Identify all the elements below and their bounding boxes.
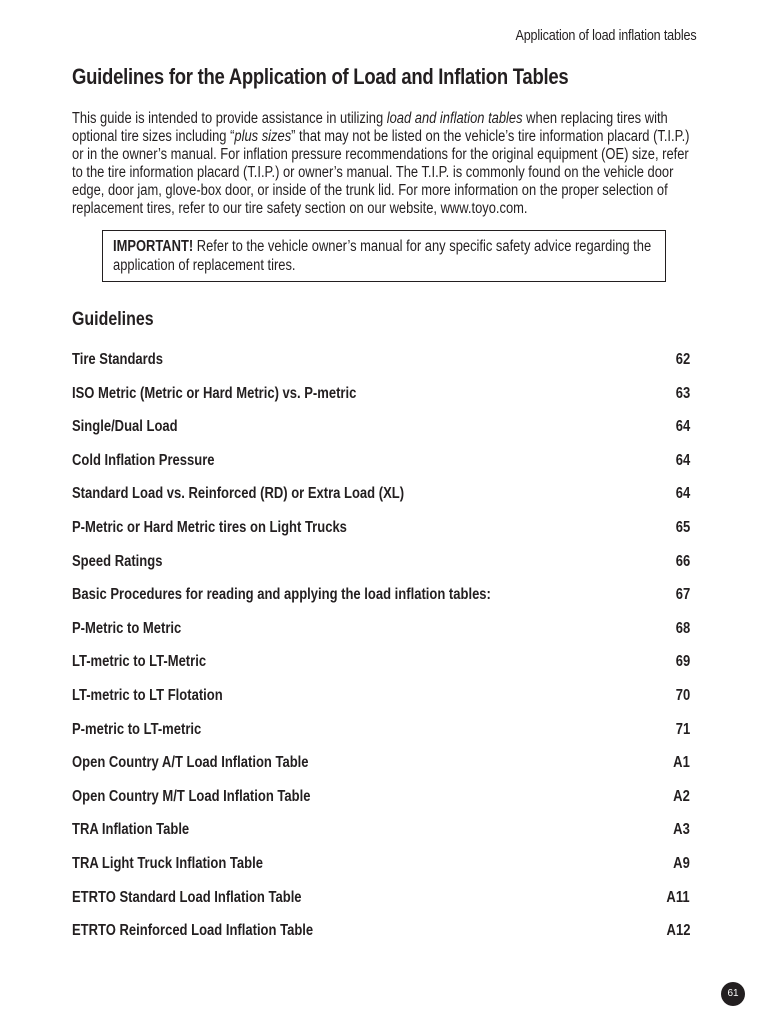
toc-page-number bbox=[662, 889, 690, 907]
toc-row bbox=[72, 650, 690, 684]
toc-label bbox=[72, 553, 180, 571]
intro-emphasis-2: plus sizes bbox=[234, 128, 292, 145]
toc-label-text: P-Metric to Metric bbox=[72, 619, 182, 637]
guidelines-list bbox=[72, 348, 690, 953]
toc-page-number-text: 69 bbox=[675, 653, 690, 671]
toc-row bbox=[72, 583, 690, 617]
page-title-text: Guidelines for the Application of Load and Inflation Tables bbox=[72, 64, 569, 89]
toc-label bbox=[72, 485, 467, 503]
toc-label-text: Open Country M/T Load Inflation Table bbox=[72, 787, 311, 805]
toc-row bbox=[72, 449, 690, 483]
toc-page-number bbox=[673, 485, 690, 503]
toc-label-text: Cold Inflation Pressure bbox=[72, 451, 215, 469]
toc-page-number-text: 62 bbox=[675, 351, 690, 368]
toc-page-number-text: A2 bbox=[673, 787, 690, 805]
important-label: IMPORTANT! bbox=[113, 238, 194, 255]
toc-label bbox=[72, 351, 180, 369]
toc-page-number bbox=[673, 687, 690, 705]
toc-row bbox=[72, 415, 690, 449]
toc-label-text: TRA Light Truck Inflation Table bbox=[72, 854, 263, 872]
toc-label bbox=[72, 385, 411, 403]
toc-page-number-text: A12 bbox=[666, 922, 690, 940]
toc-label bbox=[72, 586, 571, 604]
toc-label bbox=[72, 821, 212, 839]
toc-page-number bbox=[670, 855, 690, 873]
toc-page-number bbox=[673, 519, 690, 537]
running-head-text: Application of load inflation tables bbox=[515, 27, 696, 44]
toc-page-number-text: 64 bbox=[675, 418, 690, 436]
toc-label-text: Standard Load vs. Reinforced (RD) or Extra Load (XL) bbox=[72, 485, 405, 503]
toc-page-number-text: A9 bbox=[673, 854, 690, 872]
toc-page-number bbox=[673, 620, 690, 638]
toc-page-number-text: 71 bbox=[675, 720, 690, 738]
toc-page-number bbox=[673, 721, 690, 739]
toc-row bbox=[72, 919, 690, 953]
intro-text-2: when replacing tires with optional tire sizes including “ bbox=[72, 110, 668, 145]
toc-page-number bbox=[673, 418, 690, 436]
toc-label-text: ISO Metric (Metric or Hard Metric) vs. P-metric bbox=[72, 384, 357, 402]
toc-label bbox=[72, 418, 198, 436]
toc-row bbox=[72, 886, 690, 920]
toc-page-number-text: A3 bbox=[673, 821, 690, 839]
toc-row bbox=[72, 684, 690, 718]
toc-page-number-text: 64 bbox=[675, 451, 690, 469]
toc-label bbox=[72, 754, 354, 772]
toc-page-number bbox=[673, 385, 690, 403]
toc-label bbox=[72, 922, 359, 940]
toc-page-number-text: A1 bbox=[673, 754, 690, 772]
toc-label-text: LT-metric to LT Flotation bbox=[72, 686, 223, 704]
toc-page-number bbox=[673, 586, 690, 604]
toc-page-number bbox=[673, 452, 690, 470]
toc-label-text: Tire Standards bbox=[72, 351, 163, 368]
important-body: Refer to the vehicle owner’s manual for any specific safety advice regarding the application of replacement tires. bbox=[113, 238, 652, 274]
toc-page-number bbox=[673, 553, 690, 571]
toc-label-text: LT-metric to LT-Metric bbox=[72, 653, 207, 671]
toc-row bbox=[72, 785, 690, 819]
toc-row bbox=[72, 516, 690, 550]
toc-page-number-text: 65 bbox=[675, 518, 690, 536]
toc-page-number-text: 70 bbox=[675, 686, 690, 704]
toc-row bbox=[72, 348, 690, 382]
intro-paragraph bbox=[72, 110, 696, 218]
page-title bbox=[72, 64, 663, 90]
guidelines-heading-text: Guidelines bbox=[72, 309, 154, 330]
toc-label-text: P-Metric or Hard Metric tires on Light Trucks bbox=[72, 518, 347, 536]
toc-label bbox=[72, 687, 251, 705]
intro-text-1: This guide is intended to provide assistance in utilizing bbox=[72, 110, 387, 127]
toc-label-text: Basic Procedures for reading and applying the load inflation tables: bbox=[72, 586, 491, 604]
toc-label bbox=[72, 653, 232, 671]
toc-row bbox=[72, 718, 690, 752]
toc-page-number bbox=[670, 821, 690, 839]
toc-label-text: P-metric to LT-metric bbox=[72, 720, 202, 738]
toc-label-text: ETRTO Standard Load Inflation Table bbox=[72, 888, 302, 906]
toc-label bbox=[72, 519, 399, 537]
toc-page-number-text: A11 bbox=[666, 888, 690, 906]
toc-page-number-text: 68 bbox=[675, 619, 690, 637]
toc-page-number-text: 63 bbox=[675, 384, 690, 402]
toc-label bbox=[72, 620, 202, 638]
toc-label-text: ETRTO Reinforced Load Inflation Table bbox=[72, 922, 314, 940]
toc-row bbox=[72, 482, 690, 516]
toc-label-text: TRA Inflation Table bbox=[72, 821, 190, 839]
toc-row bbox=[72, 382, 690, 416]
toc-row bbox=[72, 852, 690, 886]
intro-emphasis-1: load and inflation tables bbox=[386, 110, 523, 127]
toc-row bbox=[72, 751, 690, 785]
toc-label-text: Single/Dual Load bbox=[72, 418, 178, 436]
guidelines-heading bbox=[72, 309, 169, 331]
important-notice-box bbox=[102, 230, 666, 282]
toc-label bbox=[72, 889, 345, 907]
toc-page-number-text: 66 bbox=[675, 552, 690, 570]
intro-text-3: ” that may not be listed on the vehicle’s tire information placard (T.I.P.) or in the owner’s manual. For inflation pressure recommendations for the original equipment (OE) size, refer to the tire information placard (T.I.P.) or owner’s manual. The T.I.P. is commonly found on the vehicle door edge, door jam, glove-box door, or inside of the trunk lid. For more information on the proper selection of replacement tires, refer to our tire safety section on our website, www.toyo.com. bbox=[72, 128, 690, 217]
toc-row bbox=[72, 617, 690, 651]
page-number-badge: 61 bbox=[721, 982, 745, 1006]
toc-row bbox=[72, 818, 690, 852]
toc-page-number bbox=[670, 788, 690, 806]
toc-page-number-text: 67 bbox=[675, 586, 690, 604]
toc-label-text: Open Country A/T Load Inflation Table bbox=[72, 754, 309, 772]
toc-page-number bbox=[670, 754, 690, 772]
toc-page-number bbox=[673, 653, 690, 671]
toc-label bbox=[72, 721, 226, 739]
toc-label bbox=[72, 452, 242, 470]
toc-row bbox=[72, 550, 690, 584]
toc-label bbox=[72, 855, 299, 873]
toc-page-number bbox=[673, 351, 690, 369]
important-notice-text bbox=[113, 237, 658, 275]
toc-label bbox=[72, 788, 356, 806]
toc-label-text: Speed Ratings bbox=[72, 552, 163, 570]
toc-page-number-text: 64 bbox=[675, 485, 690, 503]
toc-page-number bbox=[662, 922, 690, 940]
running-head bbox=[481, 27, 696, 44]
